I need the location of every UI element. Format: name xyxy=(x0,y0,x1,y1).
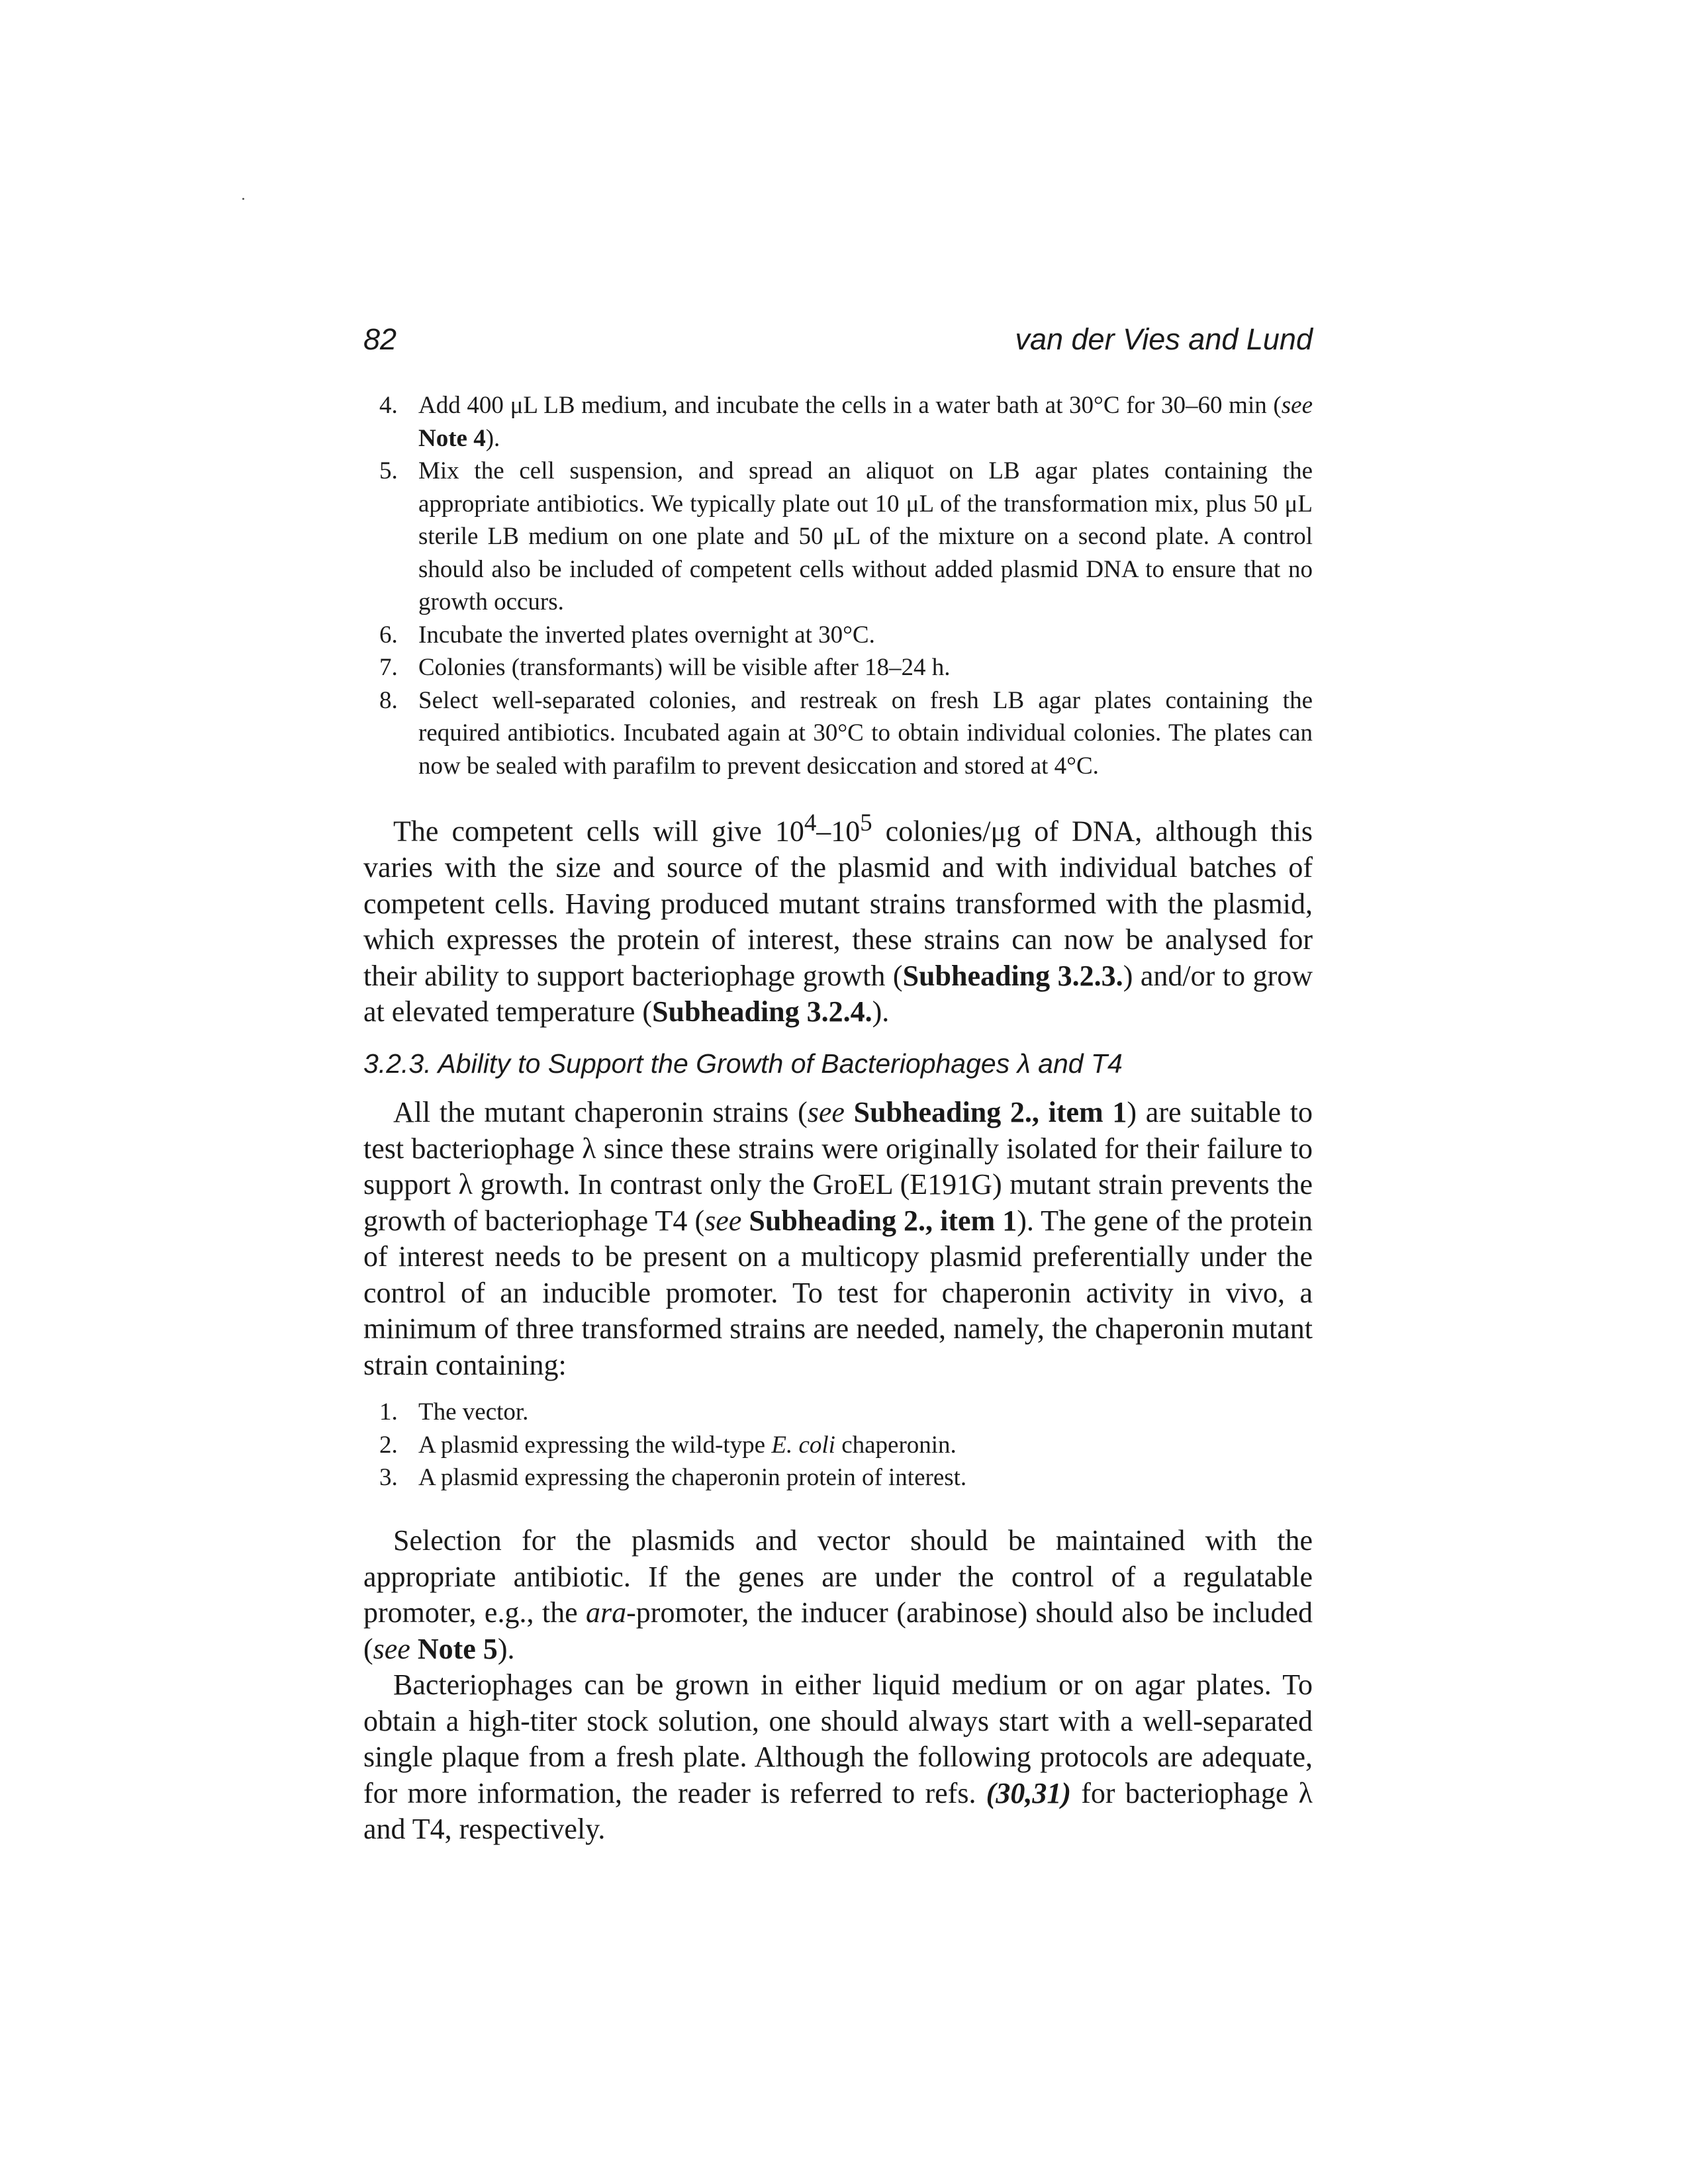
text-run: –10 xyxy=(816,815,861,848)
step-text: Select well-separated colonies, and restreak on fresh LB agar plates containing the required antibiotics. Incubated again at 30°C to obtain individual colonies. The plates can now be sealed with parafilm to prevent desiccation and stored at 4°C. xyxy=(418,686,1313,780)
note-ref: Note 5 xyxy=(417,1632,498,1665)
section-subheading: 3.2.3. Ability to Support the Growth of Bacteriophages λ and T4 xyxy=(363,1048,1123,1079)
running-head: van der Vies and Lund xyxy=(1015,322,1313,356)
item-text: A plasmid expressing the chaperonin protein of interest. xyxy=(418,1464,967,1491)
text-run: ). The gene of the protein of interest needs to be present on a multicopy plasmid preferentially under the control of an inducible promoter. To test for chaperonin activity in vivo, a minimum of three transformed strains are needed, namely, the chaperonin mutant strain containing: xyxy=(363,1204,1313,1381)
list-item xyxy=(363,1396,1313,1429)
paragraph-selection xyxy=(363,1523,1313,1667)
item-number: 3. xyxy=(379,1464,398,1491)
item-number: 2. xyxy=(379,1431,398,1459)
item-number: 1. xyxy=(379,1398,398,1426)
note-ref: Note 4 xyxy=(418,424,486,452)
text-run: ). xyxy=(872,995,890,1028)
paragraph-mutant-strains xyxy=(363,1095,1313,1383)
see-ref: see xyxy=(704,1204,742,1237)
item-text: The vector. xyxy=(418,1398,529,1426)
page-header xyxy=(363,320,1313,359)
list-item xyxy=(363,1461,1313,1494)
superscript: 4 xyxy=(804,809,817,836)
step-number: 6. xyxy=(379,621,398,649)
gene-name: ara xyxy=(586,1596,627,1629)
paragraph-competent-cells xyxy=(363,805,1313,1030)
subheading-ref: Subheading 2., item 1 xyxy=(749,1204,1017,1237)
strain-list xyxy=(363,1396,1313,1494)
scan-speck xyxy=(242,198,244,200)
species-name: E. coli xyxy=(771,1431,835,1459)
text-run: Bacteriophages can be grown in either liquid medium or on agar plates. To obtain a high-titer stock solution, one should always start with a well-separated single plaque from a fresh plate. Although the following protocols are adequate, for more information, the reader is referred to refs. xyxy=(363,1668,1313,1809)
list-item xyxy=(363,651,1313,684)
protocol-steps xyxy=(363,389,1313,782)
subheading-ref: Subheading 3.2.3. xyxy=(902,959,1123,992)
step-number: 7. xyxy=(379,654,398,681)
text-run: colonies/μg of DNA, although this varies with the size and source of the plasmid and with individual batches of competent cells. Having produced mutant strains transformed with the plasmid, which expresses the protein of interest, these strains can now be analysed for their ability to support bacteriophage growth ( xyxy=(363,815,1313,992)
text-run: -promoter, the inducer (arabinose) should also be included ( xyxy=(363,1596,1313,1665)
step-text: Add 400 μL LB medium, and incubate the cells in a water bath at 30°C for 30–60 min ( xyxy=(418,392,1282,419)
list-item xyxy=(363,389,1313,455)
text-run: ). xyxy=(497,1632,515,1665)
subheading-ref: Subheading 3.2.4. xyxy=(652,995,872,1028)
see-ref: see xyxy=(1281,392,1313,419)
item-text: A plasmid expressing the wild-type xyxy=(418,1431,772,1459)
step-number: 5. xyxy=(379,457,398,484)
text-run: ) and/or to grow at elevated temperature ( xyxy=(363,959,1313,1028)
text-run: for bacteriophage λ and T4, respectively. xyxy=(363,1776,1313,1845)
step-text: Incubate the inverted plates overnight at 30°C. xyxy=(418,621,875,649)
text-run: ) are suitable to test bacteriophage λ since these strains were originally isolated for their failure to support λ growth. In contrast only the GroEL (E191G) mutant strain prevents the growth of bacteriophage T4 ( xyxy=(363,1096,1313,1237)
text-run: The competent cells will give 10 xyxy=(393,815,804,848)
list-item xyxy=(363,455,1313,619)
page-number: 82 xyxy=(363,322,397,356)
text-run: All the mutant chaperonin strains ( xyxy=(393,1096,808,1128)
paragraph-bacteriophages xyxy=(363,1667,1313,1848)
list-item xyxy=(363,1429,1313,1462)
item-text: chaperonin. xyxy=(835,1431,957,1459)
superscript: 5 xyxy=(860,809,872,836)
text-run: Selection for the plasmids and vector should be maintained with the appropriate antibiotic. If the genes are under the control of a regulatable promoter, e.g., the xyxy=(363,1524,1313,1629)
see-ref: see xyxy=(807,1096,845,1128)
see-ref: see xyxy=(373,1632,410,1665)
step-text: Mix the cell suspension, and spread an aliquot on LB agar plates containing the appropriate antibiotics. We typically plate out 10 μL of the transformation mix, plus 50 μL sterile LB medium on one plate and 50 μL of the mixture on a second plate. A control should also be included of competent cells without added plasmid DNA to ensure that no growth occurs. xyxy=(418,457,1313,615)
step-number: 4. xyxy=(379,392,398,419)
subheading-ref: Subheading 2., item 1 xyxy=(853,1096,1127,1128)
step-text: Colonies (transformants) will be visible after 18–24 h. xyxy=(418,654,951,681)
step-text-tail: ). xyxy=(485,424,500,452)
step-number: 8. xyxy=(379,686,398,714)
citation-ref: (30,31) xyxy=(986,1776,1071,1809)
list-item xyxy=(363,684,1313,783)
list-item xyxy=(363,619,1313,652)
